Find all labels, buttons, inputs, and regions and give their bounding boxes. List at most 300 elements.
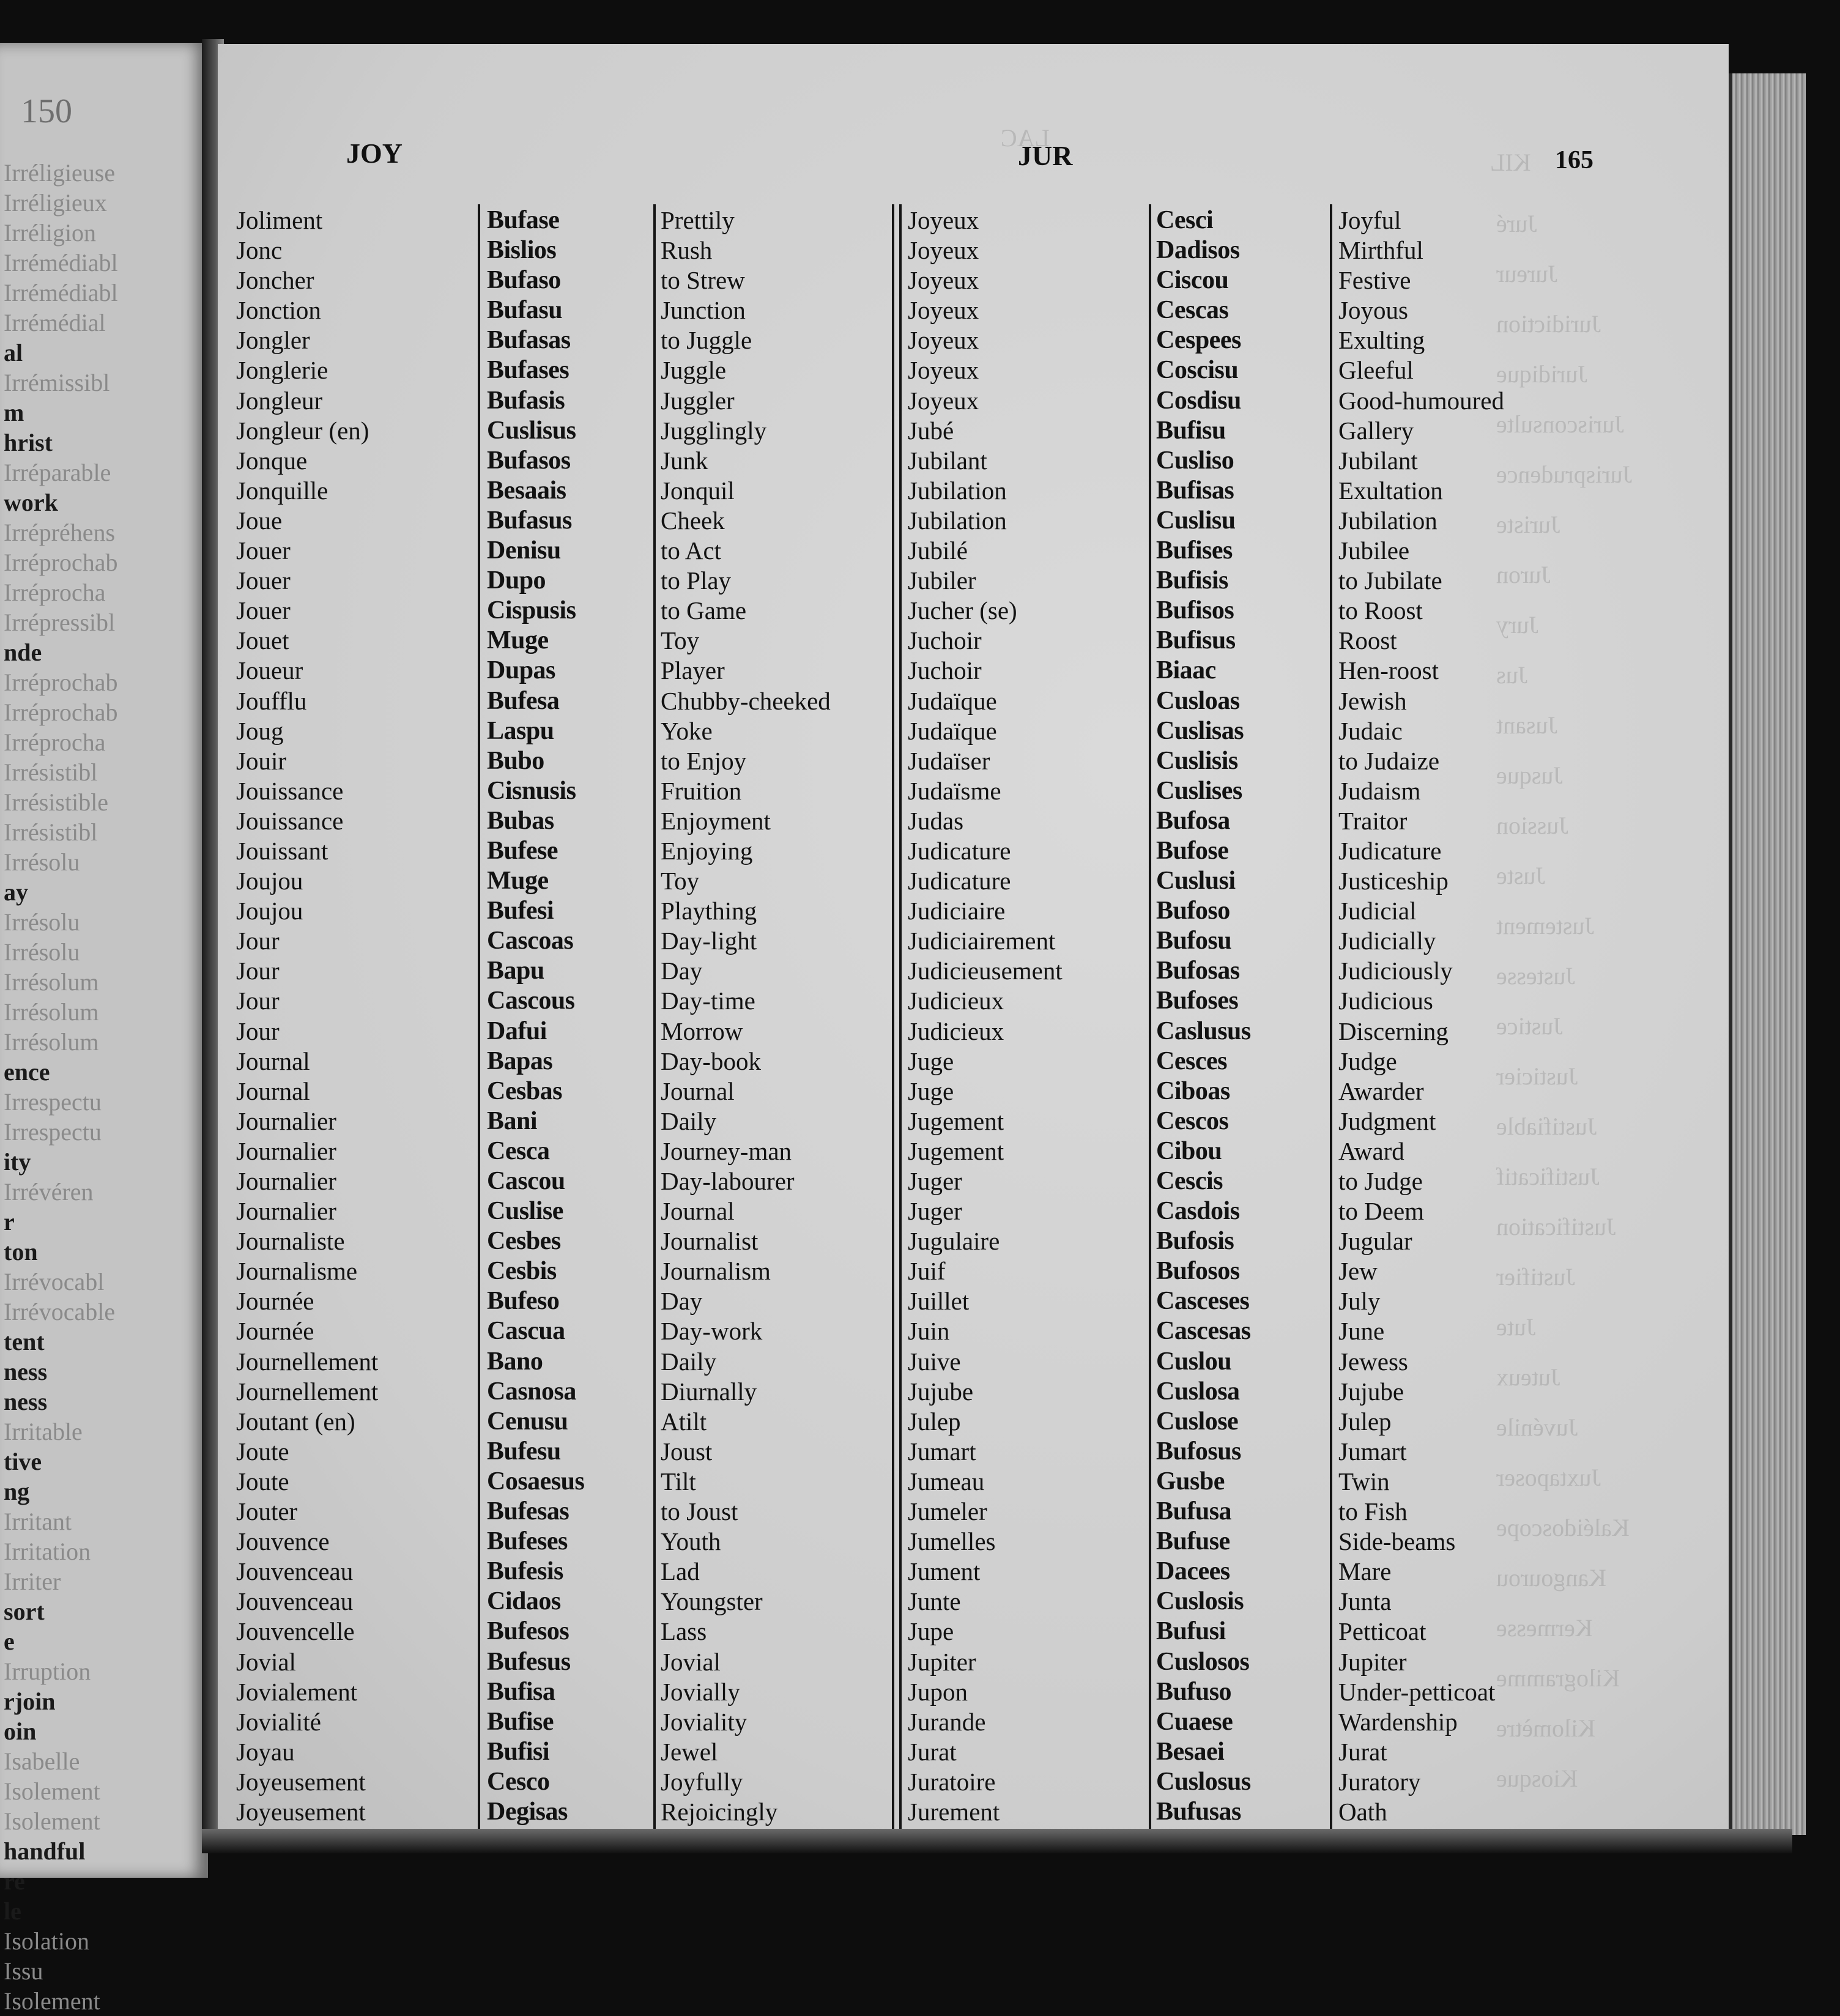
left-page-line: e (4, 1628, 15, 1655)
code-2-entry: Cuslosos (1156, 1647, 1250, 1676)
left-page-line: le (4, 1897, 21, 1925)
french-1-entry: Joutant (en) (236, 1407, 355, 1436)
code-1-entry: Bufise (487, 1707, 554, 1736)
french-2-entry: Juchoir (908, 626, 982, 655)
english-2-entry: Joyful (1338, 206, 1401, 234)
code-2-entry: Bufuse (1156, 1527, 1230, 1556)
french-2-entry: Juger (908, 1197, 962, 1226)
english-1-entry: Fruition (661, 776, 742, 805)
code-2-entry: Cuslisas (1156, 716, 1244, 745)
french-1-entry: Joue (236, 506, 283, 535)
french-2-entry: Judicature (908, 836, 1011, 865)
center-guide-word: JUR (1018, 140, 1073, 171)
bleed-through-line: Kilomètre (1496, 1714, 1596, 1742)
english-1-entry: Day-time (661, 987, 755, 1015)
code-1-entry: Cascua (487, 1317, 565, 1346)
english-1-entry: Jovially (661, 1677, 740, 1706)
column-rule (1330, 204, 1332, 1834)
french-2-entry: Judaïser (908, 746, 990, 775)
code-1-entry: Bufasas (487, 326, 571, 355)
french-1-entry: Jongleur (en) (236, 416, 369, 445)
code-2-entry: Cuslosis (1156, 1587, 1244, 1616)
left-page-line: Irrespectu (4, 1118, 102, 1146)
french-2-entry: Jurement (908, 1797, 1000, 1826)
left-page-line: Irréprochab (4, 549, 118, 576)
code-2-entry: Casceses (1156, 1287, 1250, 1316)
french-2-entry: Jumelles (908, 1527, 996, 1556)
bleed-through-line: Kaléidoscope (1496, 1514, 1630, 1541)
french-1-entry: Journée (236, 1317, 314, 1346)
bleed-through-line: Jute (1496, 1313, 1536, 1341)
column-rule (653, 204, 656, 1834)
code-2-entry: Cescas (1156, 296, 1229, 325)
french-2-entry: Jupon (908, 1677, 968, 1706)
english-1-entry: Youth (661, 1527, 721, 1556)
english-2-entry: Julep (1338, 1407, 1392, 1436)
bleed-through-line: Jurisprudence (1496, 461, 1633, 488)
english-1-entry: Journal (661, 1197, 735, 1226)
bleed-through-line: Juridique (1496, 360, 1587, 388)
code-1-entry: Cascou (487, 1167, 565, 1195)
code-2-entry: Bufisas (1156, 476, 1234, 505)
french-column-2 (908, 206, 1063, 1827)
code-1-entry: Bufesa (487, 686, 560, 715)
french-2-entry: Julep (908, 1407, 961, 1436)
english-1-entry: Journalism (661, 1257, 771, 1286)
english-column-1 (661, 206, 831, 1827)
english-2-entry: Awarder (1338, 1077, 1424, 1105)
code-1-entry: Cascous (487, 987, 575, 1015)
french-2-entry: Jurande (908, 1707, 986, 1736)
english-1-entry: Jonquil (661, 476, 735, 505)
code-2-entry: Bufosus (1156, 1437, 1241, 1466)
left-page-number: 150 (21, 92, 72, 130)
french-2-entry: Judicieux (908, 1017, 1004, 1045)
french-2-entry: Juin (908, 1317, 950, 1346)
code-2-entry: Bufosu (1156, 927, 1232, 955)
left-page-line: nde (4, 639, 42, 666)
bleed-through-line: Justesse (1496, 962, 1575, 990)
english-2-entry: to Fish (1338, 1497, 1408, 1526)
english-2-entry: to Judge (1338, 1167, 1423, 1195)
french-1-entry: Jovialement (236, 1677, 358, 1706)
english-1-entry: Tilt (661, 1467, 696, 1495)
bleed-through-guide: LAC (1001, 124, 1050, 152)
english-1-entry: Plaything (661, 897, 757, 925)
left-page-line: ence (4, 1058, 50, 1086)
english-2-entry: Hen-roost (1338, 656, 1439, 685)
english-2-entry: Judicious (1338, 987, 1433, 1015)
french-2-entry: Jubiler (908, 566, 976, 595)
code-2-entry: Gusbe (1156, 1467, 1225, 1495)
english-2-entry: Traitor (1338, 806, 1408, 835)
english-2-entry: Junta (1338, 1587, 1392, 1616)
code-1-entry: Bufeso (487, 1287, 560, 1316)
code-2-entry: Caslusus (1156, 1017, 1251, 1045)
code-2-entry: Cespees (1156, 326, 1241, 355)
code-1-entry: Bufesu (487, 1437, 561, 1466)
english-1-entry: Chubby-cheeked (661, 686, 831, 715)
french-1-entry: Jouir (236, 746, 286, 775)
english-1-entry: Journey-man (661, 1136, 792, 1165)
french-2-entry: Judiciairement (908, 927, 1056, 955)
code-2-entry: Cuslosa (1156, 1377, 1240, 1406)
english-1-entry: Joviality (661, 1707, 748, 1736)
english-2-entry: June (1338, 1317, 1385, 1346)
code-1-entry: Bubo (487, 746, 544, 775)
code-1-entry: Dupas (487, 656, 555, 685)
english-2-entry: Judgment (1338, 1106, 1436, 1135)
code-2-entry: Cuslusi (1156, 867, 1236, 895)
code-1-entry: Muge (487, 626, 549, 655)
page-block-edge (1729, 73, 1806, 1835)
english-2-entry: Jurat (1338, 1737, 1387, 1766)
code-2-entry: Bufosa (1156, 806, 1230, 835)
english-2-entry: Judicature (1338, 836, 1442, 865)
left-page-line: Isolement (4, 1807, 100, 1835)
code-2-entry: Dacees (1156, 1557, 1230, 1586)
code-2-entry: Bufisos (1156, 596, 1234, 625)
bleed-through-line: Justifier (1496, 1263, 1575, 1291)
french-2-entry: Judaïsme (908, 776, 1001, 805)
column-rule (899, 204, 902, 1834)
french-2-entry: Jubilant (908, 446, 987, 475)
left-page-line: ness (4, 1388, 48, 1415)
french-2-entry: Jubé (908, 416, 954, 445)
french-1-entry: Journaliste (236, 1227, 345, 1256)
english-1-entry: Day-labourer (661, 1167, 795, 1195)
code-2-entry: Besaei (1156, 1737, 1225, 1766)
french-2-entry: Jugulaire (908, 1227, 1000, 1256)
english-1-entry: Lass (661, 1617, 707, 1646)
english-2-entry: Side-beams (1338, 1527, 1456, 1556)
english-2-entry: to Deem (1338, 1197, 1425, 1226)
code-2-entry: Cibou (1156, 1136, 1222, 1165)
english-1-entry: Joust (661, 1437, 713, 1466)
bleed-through-line: Jury (1496, 611, 1538, 639)
english-1-entry: Day-work (661, 1317, 763, 1346)
french-2-entry: Juger (908, 1167, 962, 1195)
english-2-entry: Jugular (1338, 1227, 1412, 1256)
dictionary-page (218, 44, 1729, 1830)
bleed-through-line: Kermesse (1496, 1614, 1593, 1642)
french-1-entry: Jouer (236, 536, 291, 565)
code-2-entry: Bufose (1156, 836, 1229, 865)
english-2-entry: Joyous (1338, 296, 1408, 325)
code-2-entry: Cescos (1156, 1106, 1229, 1135)
french-1-entry: Jour (236, 1017, 280, 1045)
english-1-entry: Day (661, 957, 703, 985)
code-1-entry: Bufase (487, 206, 560, 234)
french-2-entry: Joyeux (908, 266, 979, 295)
french-1-entry: Joufflu (236, 686, 307, 715)
code-1-entry: Cesco (487, 1767, 550, 1796)
left-page-line: Irrépressibl (4, 609, 116, 636)
left-page-line: Irréprocha (4, 728, 106, 756)
left-guide-word: JOY (346, 138, 402, 169)
code-column-1 (487, 206, 584, 1827)
english-1-entry: to Game (661, 596, 747, 625)
english-1-entry: Daily (661, 1106, 717, 1135)
page-number: 165 (1555, 146, 1593, 174)
bleed-through-line: Juteux (1496, 1363, 1560, 1391)
bleed-through-line: Justification (1496, 1213, 1616, 1240)
left-page-line: Irrésolum (4, 998, 99, 1026)
left-page-line: Irrésolum (4, 1028, 99, 1056)
french-2-entry: Jugement (908, 1106, 1004, 1135)
french-2-entry: Juge (908, 1047, 954, 1075)
english-1-entry: Toy (661, 626, 700, 655)
code-1-entry: Bufesos (487, 1617, 569, 1646)
left-page-line: Irréprocha (4, 579, 106, 606)
code-2-entry: Ciscou (1156, 266, 1229, 295)
english-1-entry: Rush (661, 236, 713, 265)
french-2-entry: Joyeux (908, 236, 979, 265)
left-page-line: Irrémédiabl (4, 249, 118, 276)
english-2-entry: to Judaize (1338, 746, 1440, 775)
french-2-entry: Judicature (908, 867, 1011, 895)
english-2-entry: Judaic (1338, 716, 1403, 745)
bleed-through-guide-right: KIL (1490, 149, 1531, 176)
code-2-entry: Cesces (1156, 1047, 1227, 1075)
english-2-entry: Under-petticoat (1338, 1677, 1496, 1706)
left-page-line: Irréligieuse (4, 159, 116, 187)
french-2-entry: Judaïque (908, 686, 997, 715)
english-1-entry: Journal (661, 1077, 735, 1105)
english-1-entry: Player (661, 656, 725, 685)
french-1-entry: Jouvenceau (236, 1587, 354, 1616)
french-2-entry: Joyeux (908, 386, 979, 415)
french-1-entry: Jouvencelle (236, 1617, 355, 1646)
left-page-line: Irrévocabl (4, 1268, 105, 1295)
english-1-entry: Enjoyment (661, 806, 771, 835)
french-1-entry: Jouer (236, 596, 291, 625)
english-1-entry: Yoke (661, 716, 713, 745)
french-2-entry: Jubilation (908, 476, 1007, 505)
code-1-entry: Cuslisus (487, 416, 576, 445)
code-2-entry: Bufosos (1156, 1257, 1240, 1286)
english-2-entry: Juratory (1338, 1767, 1421, 1796)
bleed-through-line: Jusque (1496, 762, 1563, 789)
bleed-through-line: Jusant (1496, 711, 1557, 739)
english-2-entry: Jupiter (1338, 1647, 1407, 1676)
code-2-entry: Bufuso (1156, 1677, 1232, 1706)
french-1-entry: Jonction (236, 296, 321, 325)
code-1-entry: Bapas (487, 1047, 553, 1075)
french-2-entry: Jurat (908, 1737, 957, 1766)
english-2-entry: Mare (1338, 1557, 1392, 1586)
english-2-entry: Jubilee (1338, 536, 1410, 565)
french-2-entry: Jupe (908, 1617, 954, 1646)
code-1-entry: Bufasos (487, 446, 571, 475)
french-1-entry: Jonc (236, 236, 283, 265)
column-rule (478, 204, 480, 1834)
french-2-entry: Jujube (908, 1377, 974, 1406)
left-page-line: Isolement (4, 1777, 100, 1805)
left-page-line: rjoin (4, 1688, 56, 1715)
english-2-entry: Twin (1338, 1467, 1390, 1495)
french-2-entry: Joyeux (908, 296, 979, 325)
french-1-entry: Joug (236, 716, 284, 745)
left-page-line: Irréprochab (4, 699, 118, 726)
code-1-entry: Bufaso (487, 266, 561, 295)
code-1-entry: Muge (487, 867, 549, 895)
french-1-entry: Journée (236, 1287, 314, 1316)
french-1-entry: Jouter (236, 1497, 298, 1526)
left-page-line: ness (4, 1358, 48, 1385)
left-page-line: Irritation (4, 1538, 91, 1565)
english-2-entry: Discerning (1338, 1017, 1449, 1045)
french-2-entry: Jumart (908, 1437, 976, 1466)
french-2-entry: Judas (908, 806, 964, 835)
english-2-entry: Petticoat (1338, 1617, 1426, 1646)
french-2-entry: Jument (908, 1557, 981, 1586)
french-1-entry: Joujou (236, 867, 303, 895)
english-2-entry: Judicially (1338, 927, 1436, 955)
code-1-entry: Dafui (487, 1017, 547, 1045)
code-1-entry: Bufesis (487, 1557, 563, 1586)
english-2-entry: Judicial (1338, 897, 1417, 925)
french-2-entry: Juchoir (908, 656, 982, 685)
bleed-through-line: Justicier (1496, 1062, 1578, 1090)
english-1-entry: to Strew (661, 266, 745, 295)
code-2-entry: Dadisos (1156, 236, 1240, 265)
left-page-line: Irritant (4, 1508, 72, 1535)
code-2-entry: Cusloas (1156, 686, 1240, 715)
code-1-entry: Denisu (487, 536, 561, 565)
bleed-through-line: Jus (1496, 661, 1528, 689)
bleed-through-line: Justement (1496, 912, 1594, 939)
code-1-entry: Bufasu (487, 296, 563, 325)
code-1-entry: Cascoas (487, 927, 574, 955)
english-2-entry: Jujube (1338, 1377, 1404, 1406)
left-page-lines (0, 158, 208, 2016)
french-1-entry: Jovialité (236, 1707, 321, 1736)
bleed-through-line: Justificatif (1496, 1163, 1600, 1190)
code-1-entry: Cenusu (487, 1407, 568, 1436)
french-1-entry: Jouer (236, 566, 291, 595)
english-1-entry: to Enjoy (661, 746, 747, 775)
code-1-entry: Dupo (487, 566, 546, 595)
french-2-entry: Jucher (se) (908, 596, 1017, 625)
left-page-line: Irruption (4, 1658, 91, 1685)
bleed-through-line: Kilogramme (1496, 1664, 1620, 1692)
code-1-entry: Cesbis (487, 1257, 557, 1286)
code-2-entry: Cuslisu (1156, 506, 1236, 535)
left-page-line: Irréprochab (4, 669, 118, 696)
english-2-entry: July (1338, 1287, 1381, 1316)
left-page-line: Irréligieux (4, 189, 107, 217)
french-1-entry: Journalier (236, 1106, 336, 1135)
french-2-entry: Judiciaire (908, 897, 1006, 925)
english-1-entry: Juggle (661, 356, 727, 385)
left-page-line: Irrésolu (4, 848, 80, 876)
left-page-line: Irrémédiabl (4, 279, 118, 306)
english-2-entry: Roost (1338, 626, 1397, 655)
french-1-entry: Jour (236, 927, 280, 955)
code-1-entry: Bislios (487, 236, 557, 265)
french-2-entry: Jubilation (908, 506, 1007, 535)
english-2-entry: Gallery (1338, 416, 1414, 445)
code-2-entry: Biaac (1156, 656, 1216, 685)
english-2-entry: to Jubilate (1338, 566, 1442, 595)
code-1-entry: Bufisa (487, 1677, 555, 1706)
english-1-entry: Junction (661, 296, 746, 325)
english-1-entry: Joyfully (661, 1767, 743, 1796)
left-page-line: Irrésolu (4, 938, 80, 966)
french-2-entry: Juillet (908, 1287, 970, 1316)
english-2-entry: Judge (1338, 1047, 1397, 1075)
english-1-entry: Journalist (661, 1227, 759, 1256)
code-2-entry: Bufusas (1156, 1797, 1241, 1826)
left-page-line: hrist (4, 429, 53, 456)
code-1-entry: Bufesus (487, 1647, 571, 1676)
english-column-2 (1338, 206, 1504, 1827)
code-1-entry: Bufisi (487, 1737, 550, 1766)
left-page-line: Irrépréhens (4, 519, 116, 546)
english-1-entry: Enjoying (661, 836, 753, 865)
french-2-entry: Judaïque (908, 716, 997, 745)
left-page-line: Irrésistibl (4, 818, 98, 846)
code-column-2 (1156, 206, 1251, 1827)
code-2-entry: Bufisu (1156, 416, 1226, 445)
english-1-entry: Youngster (661, 1587, 763, 1616)
english-2-entry: Jubilant (1338, 446, 1418, 475)
french-2-entry: Jugement (908, 1136, 1004, 1165)
code-1-entry: Cuslise (487, 1197, 563, 1226)
french-1-entry: Journellement (236, 1377, 379, 1406)
left-page-line: Isabelle (4, 1747, 80, 1775)
left-page-line: ng (4, 1478, 30, 1505)
column-rule (892, 204, 894, 1834)
code-1-entry: Cesbas (487, 1077, 563, 1105)
english-2-entry: Festive (1338, 266, 1411, 295)
code-1-entry: Cesbes (487, 1227, 561, 1256)
code-2-entry: Cosdisu (1156, 386, 1241, 415)
code-2-entry: Coscisu (1156, 356, 1239, 385)
french-1-entry: Jouissant (236, 836, 328, 865)
left-page-line: r (4, 1208, 15, 1236)
english-2-entry: Justiceship (1338, 867, 1449, 895)
code-1-entry: Cesca (487, 1136, 550, 1165)
bleed-through-line: Justice (1496, 1012, 1563, 1040)
english-2-entry: Jewish (1338, 686, 1407, 715)
english-1-entry: to Juggle (661, 326, 752, 355)
french-1-entry: Joyau (236, 1737, 295, 1766)
english-1-entry: Day-book (661, 1047, 761, 1075)
code-1-entry: Cisnusis (487, 776, 576, 805)
bleed-through-line: Juxtaposer (1496, 1464, 1601, 1491)
bleed-through-line: Juron (1496, 561, 1551, 588)
column-rule (1149, 204, 1151, 1834)
french-2-entry: Judicieusement (908, 957, 1063, 985)
left-page-line: al (4, 339, 23, 366)
french-2-entry: Judicieux (908, 987, 1004, 1015)
french-1-entry: Journalier (236, 1167, 336, 1195)
code-1-entry: Laspu (487, 716, 554, 745)
french-column-1 (236, 206, 378, 1827)
french-1-entry: Jouvence (236, 1527, 330, 1556)
french-1-entry: Jour (236, 987, 280, 1015)
code-2-entry: Bufises (1156, 536, 1233, 565)
left-page-line: Irrémissibl (4, 369, 110, 396)
english-1-entry: Rejoicingly (661, 1797, 778, 1826)
code-1-entry: Bani (487, 1106, 538, 1135)
french-1-entry: Journalier (236, 1197, 336, 1226)
english-1-entry: Jewel (661, 1737, 718, 1766)
english-2-entry: Judiciously (1338, 957, 1453, 985)
french-2-entry: Juge (908, 1077, 954, 1105)
